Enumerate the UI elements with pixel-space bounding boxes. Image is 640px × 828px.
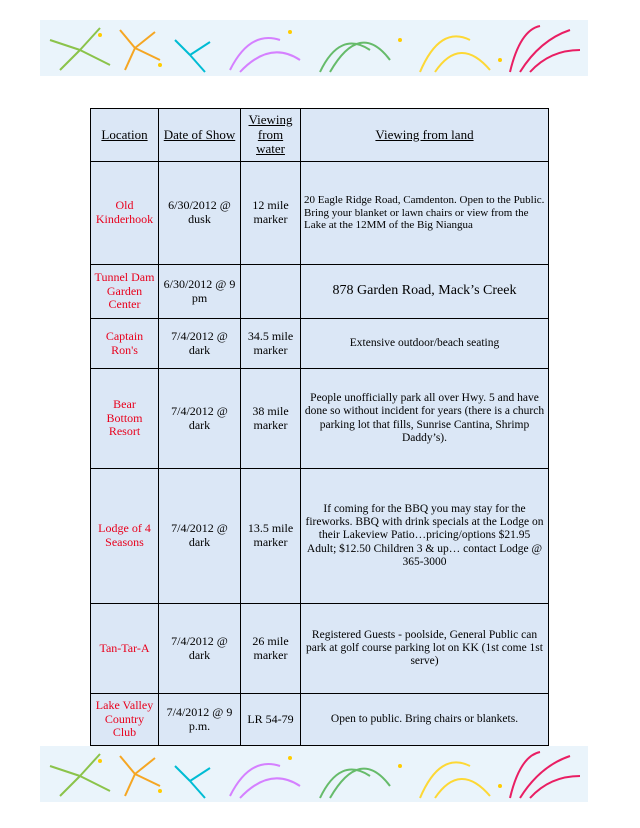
date-cell: 7/4/2012 @ 9 p.m. — [159, 694, 241, 746]
date-cell: 7/4/2012 @ dark — [159, 319, 241, 369]
date-cell: 6/30/2012 @ dusk — [159, 162, 241, 265]
fireworks-banner-top — [40, 20, 588, 76]
date-cell: 7/4/2012 @ dark — [159, 604, 241, 694]
table-row — [91, 604, 549, 694]
table-row — [91, 694, 549, 746]
fireworks-illustration — [40, 20, 588, 76]
table-row — [91, 319, 549, 369]
header-date: Date of Show — [159, 109, 241, 162]
location-cell: Tan-Tar-A — [91, 604, 159, 694]
water-cell: 13.5 mile marker — [241, 469, 301, 604]
location-cell: Tunnel Dam Garden Center — [91, 265, 159, 319]
header-location: Location — [91, 109, 159, 162]
table-header-row — [91, 109, 549, 162]
land-cell: Extensive outdoor/beach seating — [301, 319, 549, 369]
table-row — [91, 162, 549, 265]
water-cell: 26 mile marker — [241, 604, 301, 694]
land-cell: 878 Garden Road, Mack’s Creek — [301, 265, 549, 319]
location-cell: Bear Bottom Resort — [91, 369, 159, 469]
water-cell: 38 mile marker — [241, 369, 301, 469]
land-cell: If coming for the BBQ you may stay for the fireworks. BBQ with drink specials at the Lodge on their Lakeview Patio…pricing/options $21.95 Adult; $12.50 Children 3 & up… contact Lodge @ 365-3000 — [301, 469, 549, 604]
fireworks-illustration — [40, 746, 588, 802]
location-cell: Captain Ron's — [91, 319, 159, 369]
fireworks-banner-bottom — [40, 746, 588, 802]
water-cell: 12 mile marker — [241, 162, 301, 265]
table-row — [91, 265, 549, 319]
water-cell — [241, 265, 301, 319]
date-cell: 6/30/2012 @ 9 pm — [159, 265, 241, 319]
water-cell: 34.5 mile marker — [241, 319, 301, 369]
table-row — [91, 369, 549, 469]
fireworks-schedule-table — [90, 108, 549, 746]
table-row — [91, 469, 549, 604]
land-cell: 20 Eagle Ridge Road, Camdenton. Open to the Public. Bring your blanket or lawn chairs or view from the Lake at the 12MM of the Big Niangua — [301, 162, 549, 265]
land-cell: Open to public. Bring chairs or blankets. — [301, 694, 549, 746]
land-cell: People unofficially park all over Hwy. 5 and have done so without incident for years (there is a church parking lot that fills, Sunrise Cantina, Shrimp Daddy’s). — [301, 369, 549, 469]
land-cell: Registered Guests - poolside, General Public can park at golf course parking lot on KK (1st come 1st serve) — [301, 604, 549, 694]
header-land: Viewing from land — [301, 109, 549, 162]
date-cell: 7/4/2012 @ dark — [159, 469, 241, 604]
date-cell: 7/4/2012 @ dark — [159, 369, 241, 469]
location-cell: Old Kinderhook — [91, 162, 159, 265]
location-cell: Lake Valley Country Club — [91, 694, 159, 746]
location-cell: Lodge of 4 Seasons — [91, 469, 159, 604]
water-cell: LR 54-79 — [241, 694, 301, 746]
header-water: Viewing from water — [241, 109, 301, 162]
